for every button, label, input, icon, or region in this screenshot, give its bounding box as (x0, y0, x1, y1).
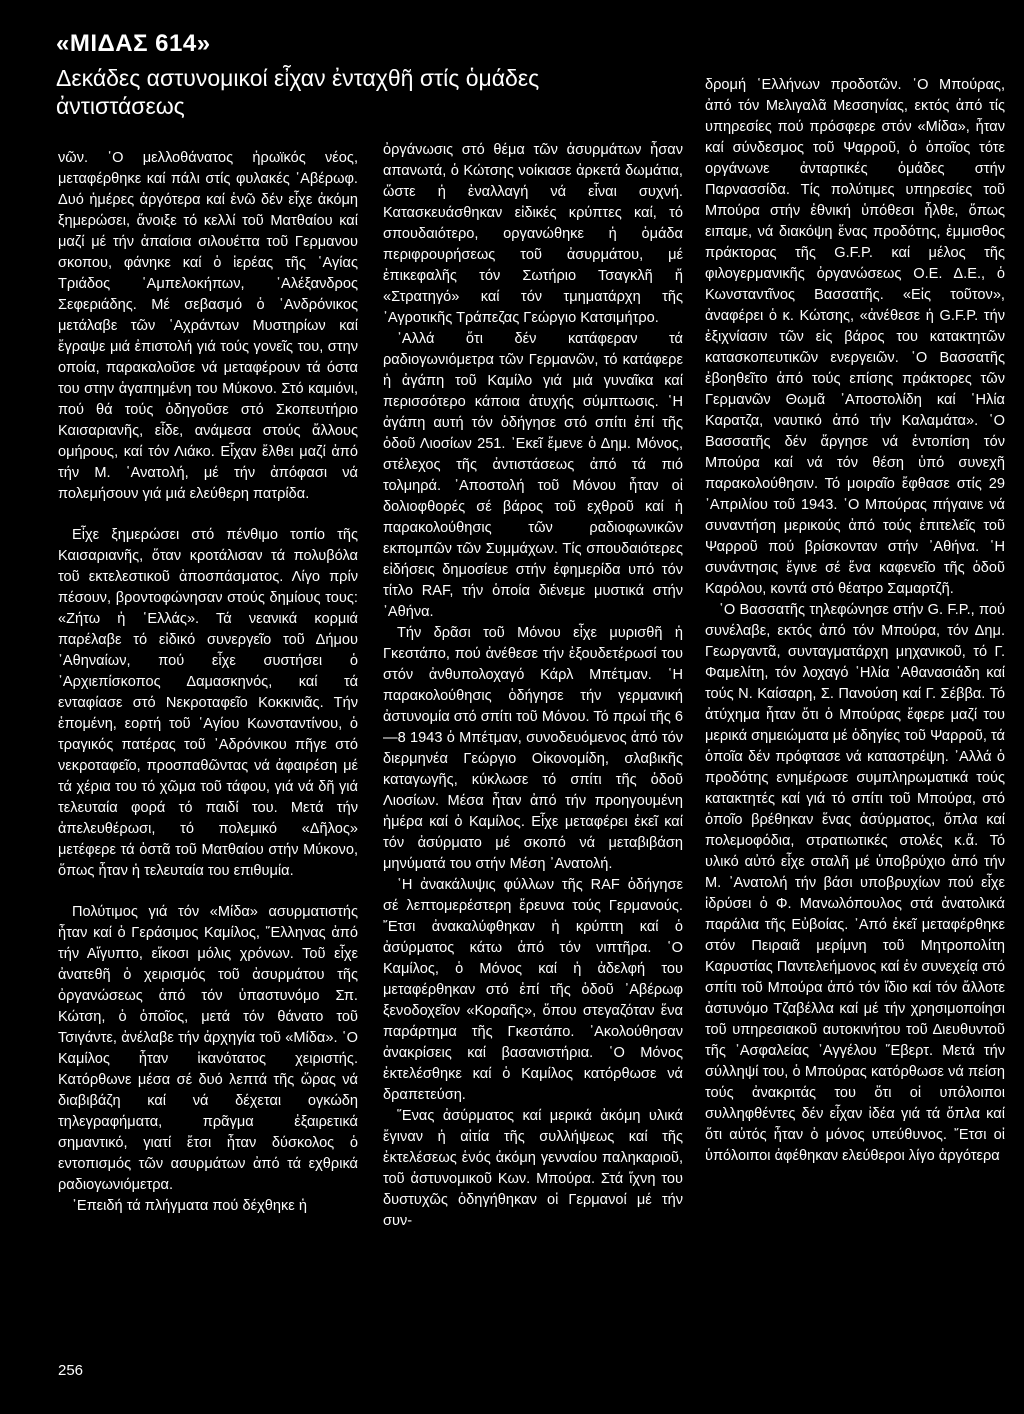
paragraph: ῾Η ἀνακάλυψις φύλλων τῆς RAF ὁδήγησε σέ λεπτομερέστερη ἔρευνα τούς Γερμανούς. ῎Ετσι ἀνακαλύφθηκαν ἡ κρύπτη καί ὁ ἀσύρματος κάτω ἀπό τόν νιπτῆρα. ῾Ο Καμίλος, ὁ Μόνος καί ἡ ἀδελφή του μεταφέρθηκαν στό ἐπί τῆς ὁδοῦ ᾽Αβέρωφ ξενοδοχεῖον «Κοραῆς», ὅπου στεγαζόταν ἕνα παράρτημα τῆς Γκεστάπο. ᾽Ακολούθησαν ἀνακρίσεις καί βασανιστήρια. ῾Ο Μόνος ἐκτελέσθηκε καί ὁ Καμίλος κατόρθωσε νά δραπετεύση. (383, 877, 683, 1103)
paragraph: δρομή ῾Ελλήνων προδοτῶν. ῾Ο Μπούρας, ἀπό τόν Μελιγαλᾶ Μεσσηνίας, εκτός ἀπό τίς υπηρεσίες πού πρόσφερε στόν «Μίδα», ἦταν καί σύνδεσμος τοῦ Ψαρροῦ, ὁ ὁποῖος τότε οργάνωνε ἀνταρτικές ὁμάδες στήν Παρνασσίδα. Τίς πολύτιμες υπηρεσίες τοῦ Μπούρα στήν ἐθνική ὑπόθεσι ἦλθε, ὅπως ειπαμε, νά διακόψη ἕνας προδότης, ἐμμισθος πράκτορας τῆς G.F.P. καί μέλος τῆς φιλογερμανικῆς ὀργανώσεως Ο.Ε. Δ.Ε., ὁ Κωνσταντῖνος Βασσατῆς. «Εἰς τοῦτον», ἀναφέρει ὁ κ. Κώτσης, «ἀνέθεσε ἡ G.F.P. τήν ἐξιχνίασιν τῶν εἰς βάρος του κατακτητῶν κατασκοπευτικῶν ενεργειῶν. ῾Ο Βασσατῆς ἐβοηθεῖτο ἀπό τούς επίσης πράκτορες τῶν Γερμανῶν Θωμᾶ ᾽Αποστολίδη καί ῾Ηλία Καρατζα, ναυτικό ἀπό τήν Καλαμάτα». ῾Ο Βασσατῆς δέν ἄργησε νά ἐντοπίση τόν Μπούρα καί νά τόν θέση ὑπό συνεχῆ παρακολούθησιν. Τό μοιραῖο ἔφθασε στίς 29 ᾽Απριλίου τοῦ 1943. ῾Ο Μπούρας πήγαινε νά συναντήση μερικούς ἀπό τούς ἐπιτελεῖς τοῦ Ψαρροῦ πού βρίσκονταν στήν ᾽Αθήνα. ῾Η συνάντησις ἔγινε σέ ἕνα καφενεῖο τῆς ὁδοῦ Καρόλου, κοντά στό θέατρο Σαμαρτζῆ. (705, 77, 1005, 597)
section-kicker: «ΜΙΔΑΣ 614» (56, 30, 211, 57)
text-column-middle (383, 140, 683, 1232)
paragraph: Τήν δρᾶσι τοῦ Μόνου εἶχε μυρισθῆ ἡ Γκεστάπο, πού ἀνέθεσε τήν ἐξουδετέρωσί του στόν ἀνθυπολοχαγό Κάρλ Μπέτμαν. ῾Η παρακολούθησις ὁδήγησε τήν γερμανική ἀστυνομία στό σπίτι τοῦ Μόνου. Τό πρωί τῆς 6—8 1943 ὁ Μπέτμαν, συνοδευόμενος ἀπό τόν διερμηνέα Γεώργιο Οἰκονομίδη, σλαβικῆς καταγωγῆς, κύκλωσε τό σπίτι τῆς ὁδοῦ Λιοσίων. Μέσα ἦταν ἀπό τήν προηγουμένη ἡμέρα καί ὁ Καμίλος. Εἶχε μεταφέρει ἐκεῖ καί τόν ἀσύρματο μέ σκοπό νά μεταβιβάση μηνύματά του στήν Μέση ᾽Ανατολή. (383, 625, 683, 872)
paragraph: ῞Ενας ἀσύρματος καί μερικά ἀκόμη υλικά ἔγιναν ἡ αἰτία τῆς συλλήψεως καί τῆς ἐκτελέσεως ἑνός ἀκόμη γενναίου παληκαριοῦ, τοῦ ἀστυνομικοῦ Κων. Μπούρα. Στά ἴχνη του δυστυχῶς ὁδηγήθηκαν οἱ Γερμανοί μέ τήν συν- (383, 1108, 683, 1229)
paragraph: ῾Ο Βασσατῆς τηλεφώνησε στήν G. F.P., πού συνέλαβε, εκτός ἀπό τόν Μπούρα, τόν Δημ. Γεωργαντᾶ, συνταγματάρχη μηχανικοῦ, τό Γ. Φαμελίτη, τόν λοχαγό ῾Ηλία ᾽Αθανασιάδη καί τούς Ν. Καίσαρη, Σ. Πανούση καί Γ. Σέββα. Τό ἀτύχημα ἦταν ὅτι ὁ Μπούρας ἔφερε μαζί του μερικά σημειώματα μέ ὁδηγίες τοῦ Ψαρροῦ, τά ὁποῖα δέν πρόφτασε νά καταστρέψη. ᾽Αλλά ὁ προδότης ενημέρωσε συμπληρωματικά τούς κατακτητές καί γιά τό σπίτι τοῦ Μπούρα, στό ὁποῖο βρέθηκαν ἕνας ἀσύρματος, ὅπλα καί πολεμοφόδια, στρατιωτικές στολές κ.ἄ. Τό υλικό αὐτό εἶχε σταλῆ μέ ὑποβρύχιο ἀπό τήν Μ. ᾽Ανατολή τήν βάσι υποβρυχίων πού εἶχε ἱδρύσει ὁ Φ. Μανωλόπουλος στά ἀνατολικά παράλια τῆς Εὐβοίας. ᾽Από ἐκεῖ μεταφέρθηκε στόν Πειραιᾶ μερίμνη τοῦ Μητροπολίτη Καρυστίας Παντελεήμονος καί ἐν συνεχείᾳ στό σπίτι τοῦ Μπούρα ἀπό τόν ἴδιο καί τόν ἄλλοτε ἀστυνόμο Τζαβέλλα καί μέ τήν χρησιμοποίησι τοῦ υπηρεσιακοῦ αυτοκινήτου τοῦ Διευθυντοῦ τῆς ᾽Ασφαλείας ᾽Αγγέλου ῞Εβερτ. Μετά τήν σύλληψί του, ὁ Μπούρας κατόρθωσε νά πείση τούς ἀνακριτάς του ὅτι οἱ υπόλοιποι συλληφθέντες δέν εἶχαν ἰδέα γιά τά ὅπλα καί ὅτι αὐτός ἦταν ὁ μόνος υπεύθυνος. ῎Ετσι οἱ ὑπόλοιποι ἀφέθηκαν ελεύθεροι λίγο ἀργότερα (705, 602, 1005, 1164)
paragraph: ᾽Επειδή τά πλήγματα πού δέχθηκε ἡ (72, 1198, 307, 1214)
paragraph: νῶν. ῾Ο μελλοθάνατος ἡρωϊκός νέος, μεταφέρθηκε καί πάλι στίς φυλακές ῾Αβέρωφ. Δυό ἡμέρες ἀργότερα καί ἐνῶ δέν εἶχε ἀκόμη ξημερώσει, ἄνοιξε τό κελλί τοῦ Ματθαίου καί μαζί μέ τήν ἀπαίσια σιλουέττα τοῦ Γερμανου σκοπου, φάνηκε καί ὁ ἱερέας τῆς ῾Αγίας Τριάδος ῾Αμπελοκήπων, ῾Αλέξανδρος Σεφεριάδης. Μέ σεβασμό ὁ ῾Ανδρόνικος μετάλαβε τῶν ῾Αχράντων Μυστηρίων καί ἔγραψε μιά ἐπιστολή γιά τούς γονεῖς του, στην οποία, παρακαλοῦσε νά μεταφέρουν τά όστα του στην ἀγαπημένη του Μύκονο. Στό καμιόνι, πού θά τούς ὁδηγοῦσε στό Σκοπευτήριο Καισαριανῆς, εἶδε, ανάμεσα στούς ἄλλους ομήρους, καί τόν Λιάκο. Εἶχαν ἔλθει μαζί ἀπό τήν Μ. ῾Ανατολή, μέ τήν ἀπόφασι νά πολεμήσουν γιά μιά ελεύθερη πατρίδα. (58, 150, 358, 502)
article-header (56, 30, 556, 120)
page-number: 256 (58, 1362, 84, 1379)
paragraph: ὀργάνωσις στό θέμα τῶν ἀσυρμάτων ἦσαν απανωτά, ὁ Κώτσης νοίκιασε ἀρκετά δωμάτια, ὥστε ἡ ἐναλλαγή νά εἶναι συχνή. Κατασκευάσθηκαν εἰδικές κρύπτες καί, τό σπουδαιότερο, οργανώθηκε ἡ ὁμάδα περιφρουρήσεως τοῦ ἀσυρμάτου, μέ ἐπικεφαλῆς τόν Σωτήριο Τσαγκλῆ ἤ «Στρατηγό» καί τόν τμηματάρχη τῆς ᾽Αγροτικῆς Τράπεζας Γεώργιο Κατσιμήτρο. (383, 142, 683, 326)
paragraph: Πολύτιμος γιά τόν «Μίδα» ασυρματιστής ἦταν καί ὁ Γεράσιμος Καμίλος, ῞Ελληνας ἀπό τήν Αἴγυπτο, εἴκοσι μόλις χρόνων. Τοῦ εἶχε ἀνατεθῆ ὁ χειρισμός τοῦ ἀσυρμάτου τῆς ὀργανώσεως ἀπό τόν ὑπαστυνόμο Σπ. Κώτση, ὁ ὁποῖος, μετά τόν θάνατο τοῦ Τσιγάντε, ἀνέλαβε τήν ἀρχηγία τοῦ «Μίδα». ῾Ο Καμίλος ἦταν ἱκανότατος χειριστής. Κατόρθωνε μέσα σέ δυό λεπτά τῆς ὥρας νά διαβιβάζη καί νά δέχεται ογκώδη τηλεγραφήματα, πρᾶγμα ἐξαιρετικά σημαντικό, γιατί ἔτσι ἦταν δύσκολος ὁ εντοπισμός τῶν ασυρμάτων ἀπό τά εχθρικά ραδιογωνιόμετρα. (58, 904, 358, 1193)
article-headline: Δεκάδες αστυνομικοί εἶχαν ἐνταχθῆ στίς ὁμάδες ἀντιστάσεως (56, 65, 540, 119)
paragraph: Εἶχε ξημερώσει στό πένθιμο τοπίο τῆς Καισαριανῆς, ὅταν κροτάλισαν τά πολυβόλα τοῦ εκτελεστικοῦ ἀποσπάσματος. Λίγο πρίν πέσουν, βροντοφώνησαν στούς δημίους τους: «Ζήτω ἡ ῾Ελλάς». Τά νεανικά κορμιά παρέλαβε τό εἰδικό συνεργεῖο τοῦ Δήμου ᾽Αθηναίων, πού εἶχε συστήσει ὁ ᾽Αρχιεπίσκοπος Δαμασκηνός, καί τά ενταφίασε στό Νεκροταφεῖο Κοκκινιᾶς. Τήν ἑπομένη, εορτή τοῦ ῾Αγίου Κωνσταντίνου, ὁ τραγικός πατέρας τοῦ ᾽Αδρόνικου πῆγε στό νεκροταφεῖο, προσπαθῶντας νά ἀφαιρέση μέ τά χέρια του τό χῶμα τοῦ τάφου, γιά νά δῆ γιά τελευταία φορά τό παιδί του. Μετά τήν ἀπελευθέρωσι, τό πολεμικό «Δῆλος» μετέφερε τά ὀστᾶ τοῦ Ματθαίου στήν Μύκονο, ὅπως ἦταν ἡ τελευταία του επιθυμία. (58, 527, 358, 879)
text-column-right (705, 75, 1005, 1167)
paragraph: ᾽Αλλά ὅτι δέν κατάφεραν τά ραδιογωνιόμετρα τῶν Γερμανῶν, τό κατάφερε ἡ ἀγάπη τοῦ Καμίλο γιά μιά γυναῖκα καί περισσότερο κάποια ἀτυχής σύμπτωσις. ῾Η ἀγάπη αυτή τόν ὁδήγησε στό σπίτι ἐπί τῆς ὁδοῦ Λιοσίων 251. ᾽Εκεῖ ἔμενε ὁ Δημ. Μόνος, στέλεχος τῆς ἀντιστάσεως ἀπό τά πιό τολμηρά. ᾽Αποστολή τοῦ Μόνου ἦταν οἱ δολιοφθορές σέ βάρος τοῦ εχθροῦ καί ἡ παρακολούθησις τῶν ραδιοφωνικῶν εκπομπῶν τῶν Συμμάχων. Τίς σπουδαιότερες εἰδήσεις δημοσίευε στήν ἐφημερίδα υπό τόν τίτλο RAF, τήν ὁποία διένεμε μυστικά στήν ᾽Αθήνα. (383, 331, 683, 620)
text-column-left (58, 148, 358, 1217)
